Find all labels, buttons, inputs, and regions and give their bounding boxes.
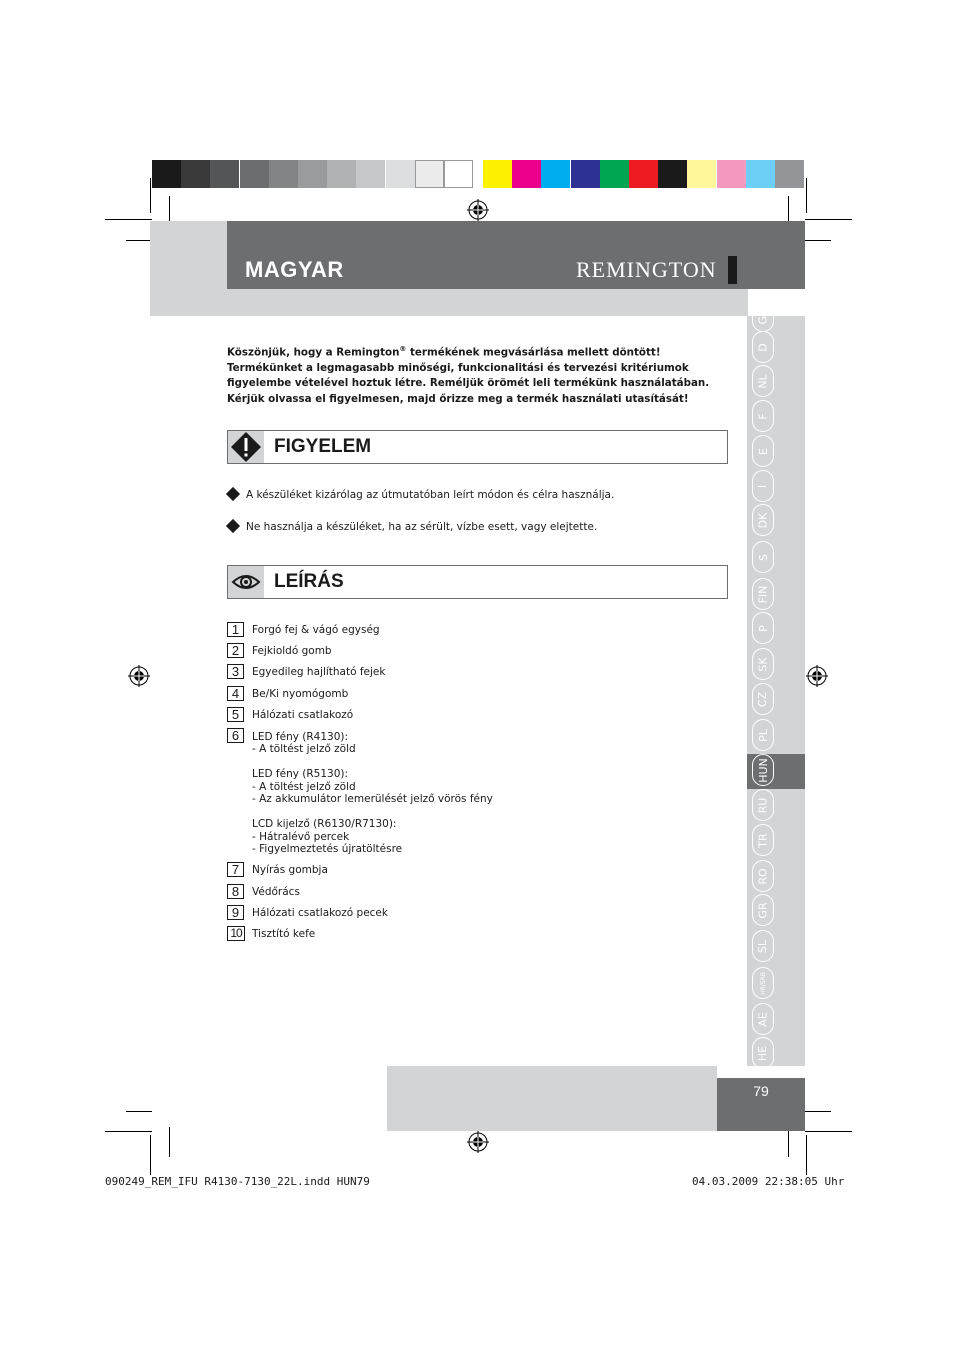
bullet-icon: [226, 519, 240, 533]
color-swatch: [629, 160, 658, 188]
language-tab-label: HE: [756, 1045, 770, 1061]
color-swatch: [717, 160, 746, 188]
part-label: Egyedileg hajlítható fejek: [252, 666, 386, 678]
part-label: Be/Ki nyomógomb: [252, 688, 349, 700]
language-tab-pl[interactable]: [752, 719, 774, 751]
intro-line: Termékünket a legmagasabb minőségi, funkcionalitási és tervezési kritériumok: [227, 361, 689, 374]
part-detail-line: - A töltést jelző zöld: [252, 781, 356, 793]
brand-logo: [576, 257, 717, 283]
crop-mark: [805, 1111, 831, 1112]
registration-mark-icon: [806, 665, 828, 687]
part-number: 6: [227, 728, 244, 743]
language-tab-hr-srb[interactable]: [752, 967, 774, 999]
part-number: 7: [227, 862, 244, 877]
color-swatch: [600, 160, 629, 188]
language-tab-sk[interactable]: [752, 648, 774, 680]
intro-line: figyelembe vételével hoztuk létre. Reméljük örömét leli termékünk használatában.: [227, 377, 710, 390]
language-tab-label: RU: [756, 797, 770, 813]
part-number: 2: [227, 643, 244, 658]
language-tab-label: CZ: [756, 691, 770, 707]
language-tab-ro[interactable]: [752, 860, 774, 892]
language-tab-s[interactable]: [752, 541, 774, 573]
brand-logo-text: REMINGTON: [576, 257, 717, 282]
header-light-band: [150, 289, 748, 316]
color-swatch: [386, 160, 415, 188]
language-tab-ae[interactable]: [752, 1003, 774, 1035]
section-icon-box: [228, 431, 264, 463]
registration-mark-icon: [128, 665, 150, 687]
part-label: Nyírás gombja: [252, 864, 328, 876]
intro-line: Kérjük olvassa el figyelmesen, majd őrizze meg a termék használati utasítását!: [227, 392, 689, 405]
part-number: 9: [227, 905, 244, 920]
language-tab-nl[interactable]: [752, 365, 774, 397]
description-section-header: [227, 565, 728, 599]
crop-mark: [806, 1135, 807, 1175]
language-tab-he[interactable]: [752, 1037, 774, 1069]
color-swatch: [298, 160, 327, 188]
part-label: Fejkioldó gomb: [252, 645, 332, 657]
language-tab-label: RO: [756, 867, 770, 885]
warning-icon: [228, 431, 264, 463]
part-label: Forgó fej & vágó egység: [252, 624, 380, 636]
eye-icon: [228, 566, 264, 598]
color-swatch: [181, 160, 210, 188]
language-tab-label: AE: [756, 1011, 770, 1027]
language-tab-label: S: [756, 553, 770, 561]
brand-logo-bar: [728, 256, 737, 284]
crop-mark: [150, 178, 151, 213]
language-tab-cz[interactable]: [752, 683, 774, 715]
language-tab-label: FIN: [756, 585, 770, 603]
crop-mark: [105, 1131, 152, 1132]
part-number: 1: [227, 622, 244, 637]
footer-light-band: [387, 1066, 717, 1131]
registration-mark-icon: [467, 199, 489, 221]
language-tab-label: TR: [756, 832, 770, 848]
part-label: Hálózati csatlakozó pecek: [252, 907, 388, 919]
crop-mark: [126, 1111, 152, 1112]
color-swatch: [444, 160, 473, 188]
language-tab-gb[interactable]: [752, 300, 774, 332]
language-tab-label: DK: [756, 512, 770, 528]
part-label: Hálózati csatlakozó: [252, 709, 354, 721]
language-tab-label: D: [756, 342, 770, 352]
crop-mark: [105, 219, 152, 220]
color-swatch: [356, 160, 385, 188]
color-swatch: [746, 160, 775, 188]
part-detail-line: LCD kijelző (R6130/R7130):: [252, 818, 397, 830]
page-number: 79: [753, 1083, 769, 1099]
part-detail-line: - Figyelmeztetés újratöltésre: [252, 843, 403, 855]
language-tab-i[interactable]: [752, 470, 774, 502]
color-swatch: [512, 160, 541, 188]
part-detail-line: - Hátralévő percek: [252, 831, 350, 843]
color-swatch: [483, 160, 512, 188]
language-tab-tr[interactable]: [752, 824, 774, 856]
intro-line: Köszönjük, hogy a Remington® termékének megvásárlása mellett döntött!: [227, 345, 661, 359]
color-swatch: [210, 160, 239, 188]
page-title: MAGYAR: [245, 257, 344, 282]
warning-item: Ne használja a készüléket, ha az sérült, vízbe esett, vagy elejtette.: [227, 520, 597, 533]
language-tab-label: HR/SRB: [759, 971, 767, 995]
registration-mark-icon: [467, 1131, 489, 1153]
intro-text: [227, 342, 727, 407]
part-label: Védőrács: [252, 886, 300, 898]
bullet-icon: [226, 487, 240, 501]
language-tab-label: F: [756, 412, 770, 420]
part-number: 8: [227, 884, 244, 899]
part-number: 10: [227, 926, 245, 941]
crop-mark: [169, 1127, 170, 1157]
color-swatch: [415, 160, 444, 188]
color-swatch: [541, 160, 570, 188]
color-swatch: [269, 160, 298, 188]
language-tab-label: PL: [756, 728, 770, 742]
color-swatch: [152, 160, 181, 188]
crop-mark: [806, 178, 807, 213]
language-tab-gr[interactable]: [752, 894, 774, 926]
language-tab-label: NL: [756, 373, 770, 389]
color-swatch: [775, 160, 804, 188]
part-detail-line: LED fény (R5130):: [252, 768, 349, 780]
language-tab-label: SL: [756, 939, 770, 953]
file-info: 090249_REM_IFU R4130-7130_22L.indd HUN79: [105, 1175, 370, 1188]
part-detail-line: - A töltést jelző zöld: [252, 743, 356, 755]
color-swatch: [240, 160, 269, 188]
language-tab-fin[interactable]: [752, 578, 774, 610]
warning-section-header: [227, 430, 728, 464]
color-swatch: [687, 160, 716, 188]
crop-mark: [150, 1135, 151, 1175]
crop-mark: [805, 219, 852, 220]
language-tab-label: E: [756, 447, 770, 455]
crop-mark: [788, 1127, 789, 1157]
language-tab-label: GB: [756, 307, 770, 325]
section-icon-box: [228, 566, 264, 598]
section-title: LEÍRÁS: [274, 571, 344, 592]
timestamp: 04.03.2009 22:38:05 Uhr: [692, 1175, 845, 1188]
language-tab-label: P: [756, 624, 770, 632]
part-detail-line: - Az akkumulátor lemerülését jelző vörös fény: [252, 793, 493, 805]
language-tab-f[interactable]: [752, 400, 774, 432]
part-label: LED fény (R4130):: [252, 731, 349, 743]
warning-item: A készüléket kizárólag az útmutatóban leírt módon és célra használja.: [227, 488, 614, 501]
section-title: FIGYELEM: [274, 436, 372, 457]
language-tab-dk[interactable]: [752, 504, 774, 536]
language-tab-d[interactable]: [752, 331, 774, 363]
language-tab-e[interactable]: [752, 435, 774, 467]
language-tab-sl[interactable]: [752, 930, 774, 962]
crop-mark: [805, 1131, 852, 1132]
crop-mark: [126, 240, 152, 241]
part-number: 3: [227, 664, 244, 679]
language-tab-label: SK: [756, 656, 770, 672]
part-label: Tisztító kefe: [252, 928, 316, 940]
color-swatch: [571, 160, 600, 188]
crop-mark: [805, 240, 831, 241]
language-tab-label: HUN: [756, 757, 770, 783]
part-number: 5: [227, 707, 244, 722]
language-tab-hun[interactable]: [752, 754, 774, 786]
language-tab-p[interactable]: [752, 612, 774, 644]
language-tab-label: I: [756, 484, 770, 488]
language-tab-label: GR: [756, 901, 770, 919]
color-swatch: [327, 160, 356, 188]
color-swatch: [658, 160, 687, 188]
language-tab-ru[interactable]: [752, 789, 774, 821]
part-number: 4: [227, 686, 244, 701]
